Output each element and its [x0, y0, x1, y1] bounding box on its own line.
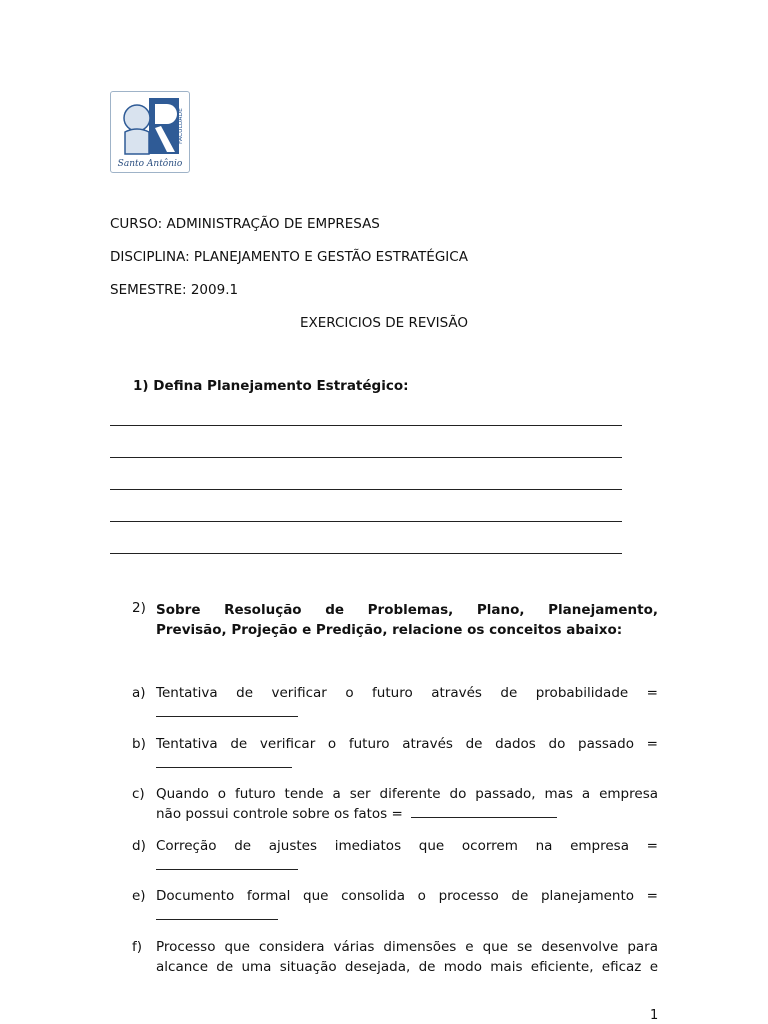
- answer-line[interactable]: [110, 553, 622, 554]
- question-2-line: Previsão, Projeção e Predição, relacione os conceitos abaixo:: [156, 622, 623, 638]
- list-item: [132, 734, 658, 774]
- list-item: [132, 683, 658, 723]
- item-text: Tentativa de verificar o futuro através de probabilidade =: [156, 685, 658, 701]
- answer-line[interactable]: [110, 425, 622, 426]
- faculty-logo-icon: [111, 92, 189, 160]
- item-label: f): [132, 939, 143, 955]
- list-item: [132, 836, 658, 876]
- item-text: Processo que considera várias dimensões e que se desenvolve para: [156, 939, 658, 955]
- item-label: e): [132, 888, 146, 904]
- answer-line[interactable]: [110, 457, 622, 458]
- item-text: Quando o futuro tende a ser diferente do passado, mas a empresa: [156, 786, 658, 802]
- answer-blank[interactable]: [156, 906, 278, 920]
- document-title: EXERCICIOS DE REVISÃO: [299, 315, 469, 331]
- answer-line[interactable]: [110, 489, 622, 490]
- answer-line[interactable]: [110, 521, 622, 522]
- faculty-logo: [110, 91, 190, 173]
- discipline-line: DISCIPLINA: PLANEJAMENTO E GESTÃO ESTRATÉGICA: [110, 249, 468, 265]
- list-item: [132, 937, 658, 977]
- item-label: c): [132, 786, 145, 802]
- question-2: [132, 600, 658, 640]
- item-text: Documento formal que consolida o processo de planejamento =: [156, 888, 658, 904]
- item-label: d): [132, 838, 146, 854]
- answer-blank[interactable]: [156, 754, 292, 768]
- list-item: [132, 886, 658, 926]
- semester-line: SEMESTRE: 2009.1: [110, 282, 239, 298]
- question-2-line: Sobre Resolução de Problemas, Plano, Planejamento,: [156, 602, 658, 618]
- answer-blank[interactable]: [411, 804, 557, 818]
- course-line: CURSO: ADMINISTRAÇÃO DE EMPRESAS: [110, 216, 380, 232]
- question-1: 1) Defina Planejamento Estratégico:: [133, 378, 409, 394]
- page-number: 1: [650, 1008, 659, 1023]
- answer-blank[interactable]: [156, 703, 298, 717]
- item-label: a): [132, 685, 146, 701]
- logo-text: Santo Antônio: [117, 159, 183, 169]
- item-text: Tentativa de verificar o futuro através de dados do passado =: [156, 736, 658, 752]
- item-text: alcance de uma situação desejada, de modo mais eficiente, eficaz e: [156, 959, 658, 975]
- answer-blank[interactable]: [156, 856, 298, 870]
- list-item: [132, 784, 658, 824]
- svg-text:FACULDADE: FACULDADE: [177, 108, 184, 144]
- item-text: não possui controle sobre os fatos =: [156, 806, 403, 822]
- question-2-number: 2): [132, 600, 146, 616]
- item-text: Correção de ajustes imediatos que ocorrem na empresa =: [156, 838, 658, 854]
- item-label: b): [132, 736, 146, 752]
